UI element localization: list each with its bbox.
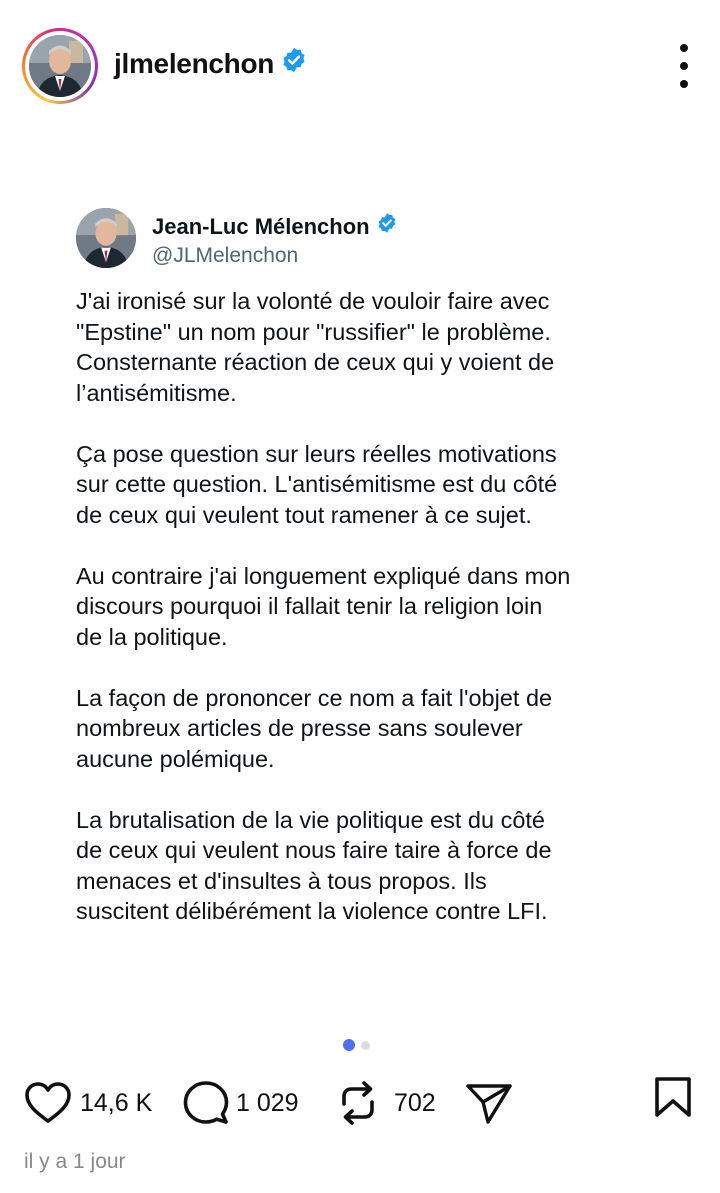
heart-icon [24, 1081, 72, 1125]
more-dot [680, 62, 688, 70]
tweet-display-name [152, 214, 398, 242]
reply-count: 1 029 [236, 1088, 299, 1117]
tweet-paragraph [76, 286, 676, 408]
tweet-paragraph [76, 439, 676, 531]
avatar-frame [25, 31, 95, 101]
carousel-indicator [343, 1039, 370, 1051]
more-dot [680, 44, 688, 52]
tweet-line: J'ai ironisé sur la volonté de vouloir faire avec [76, 288, 550, 314]
tweet-paragraph [76, 805, 676, 927]
tweet-portrait-image [76, 208, 136, 268]
more-options-icon[interactable] [676, 44, 692, 88]
tweet-author-avatar [76, 208, 136, 268]
repost-icon [336, 1080, 380, 1126]
tweet-line: discours pourquoi il fallait tenir la religion loin [76, 593, 543, 619]
more-dot [680, 80, 688, 88]
tweet-line: menaces et d'insultes à tous propos. Ils [76, 867, 487, 894]
story-ring[interactable] [22, 28, 98, 104]
post-header [0, 0, 720, 132]
tweet-line: Ça pose question sur leurs réelles motivations [76, 440, 557, 467]
tweet-line: de ceux qui veulent tout ramener à ce sujet. [76, 501, 532, 528]
tweet-line: suscitent délibérément la violence contre LFI. [76, 898, 548, 924]
post-timestamp: il y a 1 jour [24, 1150, 126, 1173]
send-icon [464, 1080, 514, 1126]
like-count: 14,6 K [80, 1088, 153, 1117]
like-button[interactable] [24, 1068, 152, 1138]
tweet-paragraph [76, 561, 676, 653]
verified-badge-icon [376, 212, 398, 240]
tweet-display-name-text: Jean-Luc Mélenchon [152, 214, 370, 239]
tweet-line: Consternante réaction de ceux qui y voient de [76, 349, 555, 375]
repost-count: 702 [394, 1088, 436, 1117]
tweet-line: sur cette question. L'antisémitisme est du côté [76, 471, 558, 497]
tweet-body [76, 286, 676, 957]
portrait-image [29, 35, 91, 97]
action-bar [0, 1068, 720, 1138]
bookmark-icon [654, 1076, 692, 1118]
author-avatar[interactable] [29, 35, 91, 97]
verified-badge-icon [280, 46, 308, 81]
tweet-line: La façon de prononcer ce nom a fait l'objet de [76, 684, 553, 711]
author-username-text: jlmelenchon [114, 48, 275, 79]
carousel-dot[interactable] [361, 1041, 370, 1050]
tweet-line: aucune polémique. [76, 745, 275, 772]
share-button[interactable] [464, 1068, 514, 1138]
reply-bubble-icon [182, 1080, 230, 1126]
tweet-line: Au contraire j'ai longuement expliqué dans mon [76, 562, 571, 589]
reply-button[interactable] [182, 1068, 299, 1138]
author-username[interactable] [114, 48, 308, 83]
tweet-line: "Epstine" un nom pour "russifier" le problème. [76, 318, 551, 345]
tweet-line: de ceux qui veulent nous faire taire à force de [76, 837, 552, 863]
tweet-line: La brutalisation de la vie politique est du côté [76, 806, 546, 833]
repost-button[interactable] [336, 1068, 436, 1138]
tweet-line: nombreux articles de presse sans soulever [76, 715, 523, 741]
carousel-dot-active[interactable] [343, 1039, 355, 1051]
tweet-line: de la politique. [76, 623, 228, 650]
tweet-line: l’antisémitisme. [76, 379, 237, 406]
tweet-paragraph [76, 683, 676, 775]
save-button[interactable] [654, 1076, 692, 1123]
tweet-handle: @JLMelenchon [152, 244, 299, 267]
